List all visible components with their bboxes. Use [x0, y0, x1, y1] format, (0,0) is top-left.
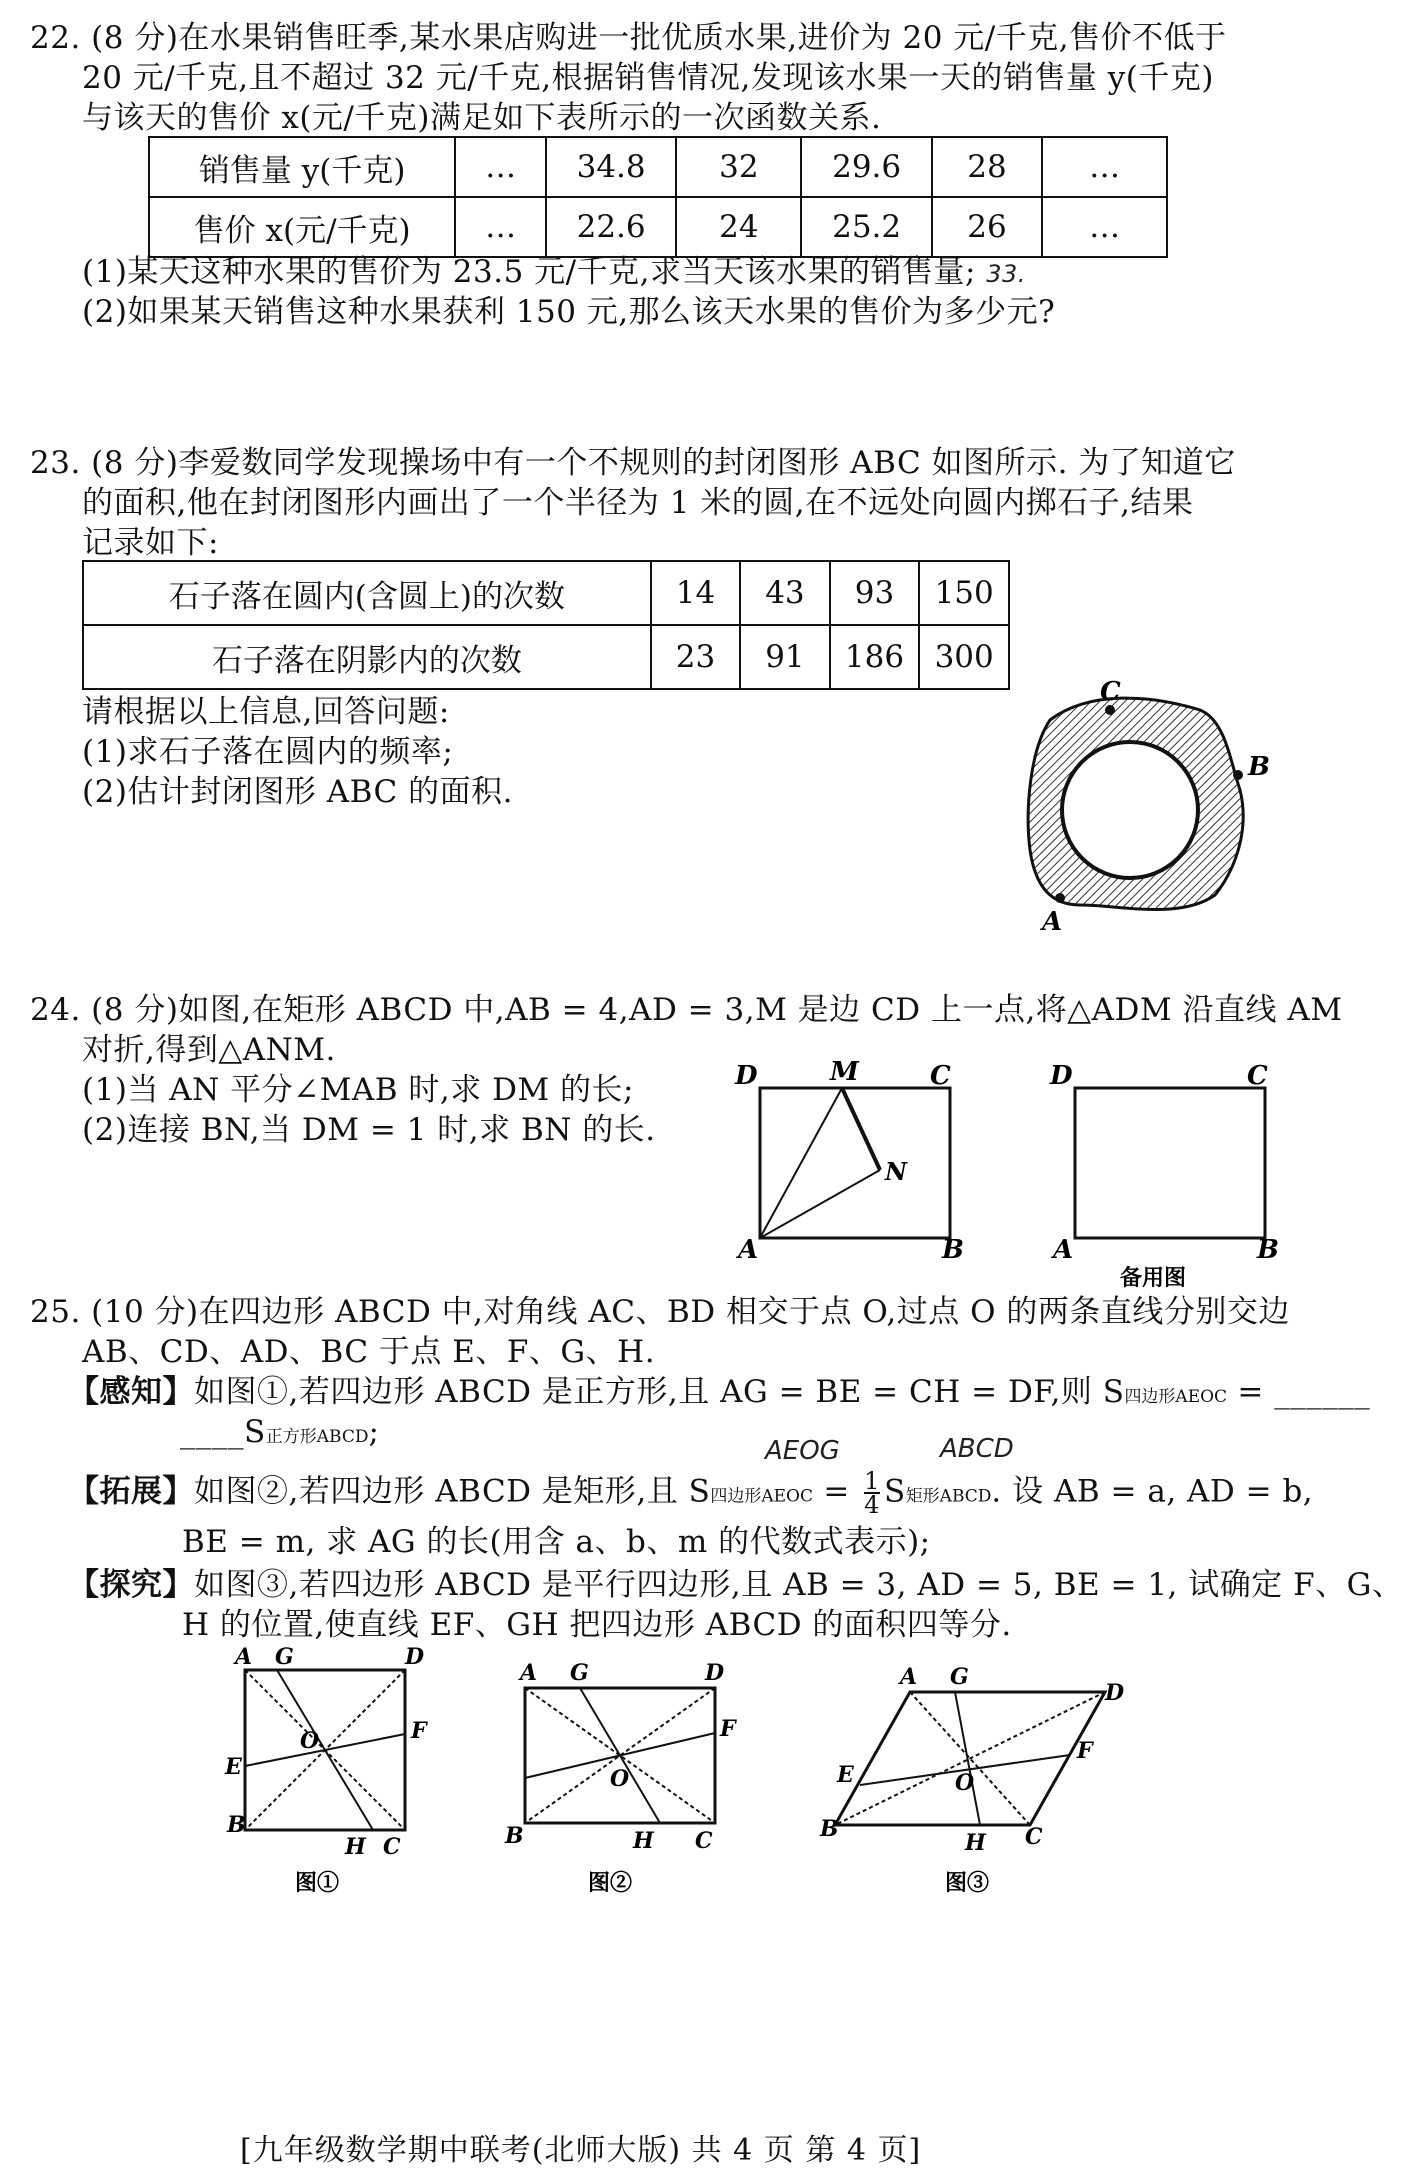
perceive-s: S [244, 1414, 266, 1450]
q23-after: 请根据以上信息,回答问题: [82, 694, 450, 730]
q25-figure1-square [215, 1644, 435, 1898]
q23-line3: 记录如下: [82, 525, 219, 561]
perceive-end: ; [368, 1414, 380, 1450]
q25-figure3-parallelogram [815, 1660, 1125, 1900]
label-h: H [965, 1830, 986, 1856]
table-cell: 29.6 [801, 137, 932, 197]
frac-den: 4 [864, 1491, 880, 1519]
table-cell: … [455, 137, 546, 197]
q25-explore [68, 1565, 1403, 1605]
label-o: O [955, 1770, 975, 1796]
handwritten-abcd: ABCD [940, 1434, 1014, 1464]
label-b: B [505, 1823, 524, 1849]
q25-explore-line2: H 的位置,使直线 EF、GH 把四边形 ABCD 的面积四等分. [182, 1607, 1012, 1643]
q22-handwritten-note: 33. [986, 260, 1026, 288]
label-d: D [705, 1660, 725, 1686]
q25-extend [68, 1467, 1314, 1519]
label-c: C [1025, 1824, 1043, 1850]
q23-part1: (1)求石子落在圆内的频率; [82, 734, 454, 770]
perceive-tag: 【感知】 [68, 1374, 194, 1410]
q22-part1 [82, 252, 1026, 294]
table-cell: 93 [830, 561, 920, 625]
table-cell: 26 [932, 197, 1042, 257]
label-h: H [633, 1828, 654, 1854]
q24-part1: (1)当 AN 平分∠MAB 时,求 DM 的长; [82, 1072, 634, 1108]
table-cell: 23 [651, 625, 740, 689]
table-cell: 25.2 [801, 197, 932, 257]
caption-spare-figure: 备用图 [1120, 1265, 1187, 1291]
caption-fig1: 图① [295, 1870, 340, 1896]
label-e: E [225, 1754, 242, 1780]
extend-tag: 【拓展】 [68, 1473, 194, 1510]
table-cell: 22.6 [546, 197, 677, 257]
q25-perceive-line2: ____S正方形ABCD; [180, 1414, 380, 1450]
perceive-text: 如图①,若四边形 ABCD 是正方形,且 AG = BE = CH = DF,则 S [194, 1374, 1125, 1410]
label-b: B [820, 1816, 839, 1842]
label-c: C [1100, 677, 1121, 707]
label-o: O [300, 1728, 320, 1754]
explore-text: 如图③,若四边形 ABCD 是平行四边形,且 AB = 3, AD = 5, BE = 1, 试确定 F、G、 [194, 1567, 1404, 1603]
label-d: D [1105, 1680, 1125, 1706]
extend-sub2: 矩形ABCD [905, 1486, 992, 1507]
table-cell: 186 [830, 625, 920, 689]
perceive-eq: = ______ [1227, 1374, 1371, 1410]
perceive-sub: 四边形AEOC [1124, 1387, 1228, 1407]
label-m: M [830, 1057, 859, 1087]
extend-s: S [883, 1473, 906, 1510]
page-footer: [九年级数学期中联考(北师大版) 共 4 页 第 4 页] [240, 2133, 922, 2168]
explore-tag: 【探究】 [68, 1567, 194, 1603]
frac-num: 1 [864, 1467, 880, 1495]
point-a [1055, 893, 1065, 903]
label-b: B [942, 1235, 964, 1265]
table-cell: 售价 x(元/千克) [149, 197, 455, 257]
table-cell: 石子落在阴影内的次数 [83, 625, 651, 689]
label-d: D [1050, 1061, 1073, 1091]
table-cell: 91 [740, 625, 829, 689]
q25-extend-line2: BE = m, 求 AG 的长(用含 a、b、m 的代数式表示); [182, 1524, 931, 1560]
label-e: E [837, 1762, 854, 1788]
label-f: F [411, 1718, 427, 1744]
table-cell: 石子落在圆内(含圆上)的次数 [83, 561, 651, 625]
table-cell: 24 [676, 197, 801, 257]
table-cell: … [455, 197, 546, 257]
q25-line2: AB、CD、AD、BC 于点 E、F、G、H. [82, 1334, 656, 1370]
q25-line1: 25. (10 分)在四边形 ABCD 中,对角线 AC、BD 相交于点 O,过点 O 的两条直线分别交边 [30, 1294, 1290, 1330]
label-a: A [235, 1644, 253, 1670]
table-cell: 28 [932, 137, 1042, 197]
q24-figure1 [730, 1057, 970, 1265]
label-f: F [720, 1716, 736, 1742]
label-n: N [885, 1157, 907, 1186]
extend-end: . 设 AB = a, AD = b, [991, 1473, 1314, 1510]
label-d: D [405, 1644, 425, 1670]
q23-shaded-figure [1010, 677, 1280, 940]
inner-circle [1062, 742, 1198, 878]
label-a: A [520, 1660, 538, 1686]
q23-part2: (2)估计封闭图形 ABC 的面积. [82, 774, 513, 810]
table-cell: 43 [740, 561, 829, 625]
label-c: C [383, 1834, 401, 1860]
label-b: B [1257, 1235, 1279, 1265]
table-cell: 300 [919, 625, 1009, 689]
q22-table [148, 136, 1168, 258]
table-cell: … [1042, 137, 1167, 197]
label-c: C [930, 1061, 951, 1091]
label-b: B [1248, 752, 1270, 782]
q23-line1: 23. (8 分)李爱数同学发现操场中有一个不规则的封闭图形 ABC 如图所示. 为了知道它 [30, 445, 1236, 481]
table-cell: … [1042, 197, 1167, 257]
label-c: C [1247, 1061, 1268, 1091]
table-cell: 14 [651, 561, 740, 625]
label-o: O [610, 1766, 630, 1792]
q24-figure2-spare [1045, 1060, 1285, 1290]
q22-part1-text: (1)某天这种水果的售价为 23.5 元/千克,求当天该水果的销售量; [82, 254, 976, 290]
table-cell: 销售量 y(千克) [149, 137, 455, 197]
label-a: A [1053, 1235, 1074, 1265]
label-a: A [1042, 907, 1063, 937]
caption-fig2: 图② [588, 1870, 633, 1896]
handwritten-aeog: AEOG [765, 1436, 840, 1466]
caption-fig3: 图③ [945, 1870, 990, 1896]
extend-text: 如图②,若四边形 ABCD 是矩形,且 S [194, 1473, 711, 1510]
table-cell: 34.8 [546, 137, 677, 197]
label-g: G [950, 1664, 969, 1690]
q22-part2: (2)如果某天销售这种水果获利 150 元,那么该天水果的售价为多少元? [82, 294, 1056, 330]
q22-line1: 22. (8 分)在水果销售旺季,某水果店购进一批优质水果,进价为 20 元/千克,售价不低于 [30, 20, 1227, 56]
q22-line3: 与该天的售价 x(元/千克)满足如下表所示的一次函数关系. [82, 100, 882, 136]
label-d: D [735, 1061, 758, 1091]
label-g: G [570, 1660, 589, 1686]
q23-line2: 的面积,他在封闭图形内画出了一个半径为 1 米的圆,在不远处向圆内掷石子,结果 [82, 485, 1194, 521]
label-f: F [1077, 1738, 1093, 1764]
label-c: C [695, 1828, 713, 1854]
table-row [149, 197, 1167, 257]
point-b [1233, 770, 1243, 780]
table-cell: 32 [676, 137, 801, 197]
label-b: B [227, 1812, 246, 1838]
table-cell: 150 [919, 561, 1009, 625]
table-row [83, 561, 1009, 625]
table-row [149, 137, 1167, 197]
q25-perceive [68, 1372, 1370, 1417]
q22-line2: 20 元/千克,且不超过 32 元/千克,根据销售情况,发现该水果一天的销售量 y(千克) [82, 60, 1214, 96]
table-row [83, 625, 1009, 689]
q24-line1: 24. (8 分)如图,在矩形 ABCD 中,AB = 4,AD = 3,M 是边 CD 上一点,将△ADM 沿直线 AM [30, 992, 1343, 1028]
extend-sub1: 四边形AEOC [710, 1486, 813, 1507]
q24-part2: (2)连接 BN,当 DM = 1 时,求 BN 的长. [82, 1112, 656, 1148]
label-a: A [900, 1664, 918, 1690]
label-g: G [275, 1644, 294, 1670]
label-a: A [738, 1235, 759, 1265]
q23-table [82, 560, 1010, 690]
extend-eq: = [812, 1473, 861, 1510]
q25-figure2-rectangle [500, 1658, 736, 1898]
label-h: H [345, 1834, 366, 1860]
perceive-sub2: 正方形ABCD [265, 1427, 369, 1447]
q24-line2: 对折,得到△ANM. [82, 1032, 336, 1068]
